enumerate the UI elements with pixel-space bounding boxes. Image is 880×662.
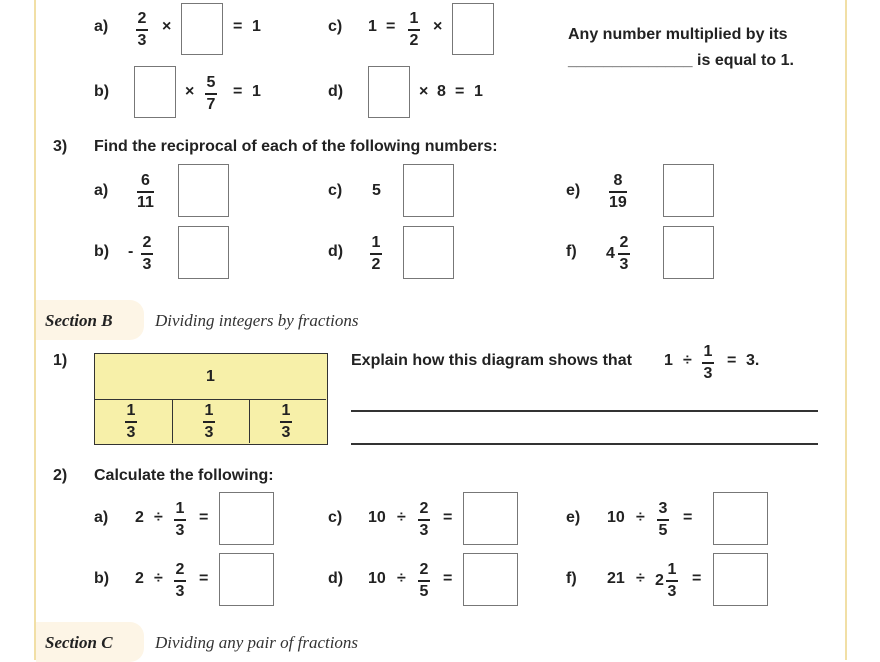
answer-box[interactable] [178,164,229,217]
numerator: 8 [613,172,623,189]
equals-sign: = [692,570,702,587]
denominator: 3 [703,364,713,382]
equals-sign: = [233,18,243,35]
answer-box[interactable] [219,492,274,545]
divide-sign: ÷ [397,509,406,526]
divide-sign: ÷ [154,509,163,526]
explain-prompt: Explain how this diagram shows that [351,352,632,369]
divide-sign: ÷ [683,352,692,369]
item-label: b) [94,243,110,260]
whole-value: 5 [372,182,381,199]
item-label: d) [328,570,344,587]
answer-box[interactable] [178,226,229,279]
item-label: c) [328,509,343,526]
whole-value: 10 [368,509,386,526]
diagram-whole-row [95,354,326,400]
answer-box[interactable] [663,226,714,279]
denominator: 3 [175,582,185,600]
answer-line[interactable] [351,410,818,412]
answer-line[interactable] [351,443,818,445]
item-label: a) [94,18,109,35]
fraction [618,234,630,274]
item-label: d) [328,83,344,100]
times-sign: × [185,83,195,100]
question-number: 1) [53,352,68,369]
whole-value: 2 [135,570,144,587]
question-number: 2) [53,467,68,484]
fraction [174,561,186,601]
fraction [205,74,217,114]
numerator: 2 [175,561,185,578]
numerator: 2 [619,234,629,251]
denominator: 3 [667,582,677,600]
result-value: 1 [252,83,261,100]
divide-sign: ÷ [154,570,163,587]
fraction [609,172,627,212]
diagram-third-cell [95,400,173,443]
answer-box[interactable] [463,492,518,545]
answer-box[interactable] [368,66,410,118]
fraction [137,172,154,212]
numerator: 1 [175,500,185,517]
whole-value: 2 [135,509,144,526]
denominator: 3 [281,423,291,441]
numerator: 5 [206,74,216,91]
answer-box[interactable] [713,492,768,545]
fraction [702,343,714,383]
question-number: 3) [53,138,68,155]
equals-sign: = [443,509,453,526]
item-label: e) [566,509,581,526]
denominator: 2 [371,255,381,273]
fraction [136,10,148,50]
answer-box[interactable] [181,3,223,55]
fraction [418,500,430,540]
numerator: 1 [667,561,677,578]
equals-sign: = [386,18,396,35]
numerator: 1 [409,10,419,27]
fraction [666,561,678,601]
numerator: 2 [419,500,429,517]
mixed-number [606,234,630,274]
section-c-label: Section C [45,633,113,652]
fraction [657,500,669,540]
denominator: 3 [142,255,152,273]
item-label: f) [566,570,577,587]
numerator: 2 [142,234,152,251]
denominator: 3 [204,423,214,441]
divide-sign: ÷ [397,570,406,587]
question-prompt: Calculate the following: [94,467,274,484]
numerator: 1 [281,402,291,419]
answer-box[interactable] [219,553,274,606]
answer-box[interactable] [463,553,518,606]
denominator: 3 [619,255,629,273]
fraction [203,402,215,442]
answer-box[interactable] [403,164,454,217]
question-prompt: Find the reciprocal of each of the following numbers: [94,138,498,155]
whole-value: 10 [368,570,386,587]
numerator: 2 [137,10,147,27]
denominator: 5 [658,521,668,539]
times-sign: × [162,18,172,35]
whole-part: 4 [606,244,615,262]
equals-sign: = [455,83,465,100]
result-value: 1 [474,83,483,100]
equals-sign: = [233,83,243,100]
denominator: 5 [419,582,429,600]
item-label: b) [94,83,110,100]
fraction [370,234,382,274]
item-label: b) [94,570,110,587]
equals-sign: = [443,570,453,587]
equals-sign: = [199,509,209,526]
numerator: 1 [703,343,713,360]
equals-sign: = [199,570,209,587]
denominator: 19 [609,193,627,211]
item-label: a) [94,182,109,199]
lhs-value: 1 [368,18,377,35]
expr-lhs: 1 [664,352,673,369]
fraction-bar-diagram [94,353,328,445]
denominator: 2 [409,31,419,49]
answer-box[interactable] [663,164,714,217]
answer-box[interactable] [452,3,494,55]
item-label: e) [566,182,581,199]
whole-value: 10 [607,509,625,526]
item-label: c) [328,182,343,199]
divide-sign: ÷ [636,570,645,587]
whole-value: 8 [437,83,446,100]
item-label: f) [566,243,577,260]
section-b-title: Dividing integers by fractions [155,311,359,330]
section-c-title: Dividing any pair of fractions [155,633,359,652]
fraction [280,402,292,442]
numerator: 1 [204,402,214,419]
times-sign: × [419,83,429,100]
equals-sign: = [727,352,737,369]
rule-statement: Any number multiplied by its ______________ is equal to 1. [568,26,794,69]
denominator: 3 [126,423,136,441]
answer-box[interactable] [713,553,768,606]
diagram-whole-label: 1 [206,367,215,385]
result-value: 1 [252,18,261,35]
fraction [408,10,420,50]
section-b-label: Section B [45,311,113,330]
mixed-number [655,561,678,601]
diagram-third-cell [173,400,250,443]
denominator: 11 [137,193,154,211]
fraction [125,402,137,442]
item-label: a) [94,509,109,526]
answer-box[interactable] [134,66,176,118]
numerator: 2 [419,561,429,578]
page-border-right [845,0,847,660]
fraction [418,561,430,601]
answer-box[interactable] [403,226,454,279]
expr-rhs: 3. [746,352,760,369]
fraction [141,234,153,274]
equals-sign: = [683,509,693,526]
item-label: c) [328,18,343,35]
numerator: 6 [141,172,150,189]
times-sign: × [433,18,443,35]
item-label: d) [328,243,344,260]
numerator: 1 [371,234,381,251]
denominator: 3 [137,31,147,49]
whole-part: 2 [655,571,664,589]
denominator: 7 [206,95,216,113]
numerator: 1 [126,402,136,419]
denominator: 3 [419,521,429,539]
whole-value: 21 [607,570,625,587]
minus-sign: - [128,243,134,260]
numerator: 3 [658,500,668,517]
diagram-third-cell [250,400,326,443]
divide-sign: ÷ [636,509,645,526]
fraction [174,500,186,540]
denominator: 3 [175,521,185,539]
